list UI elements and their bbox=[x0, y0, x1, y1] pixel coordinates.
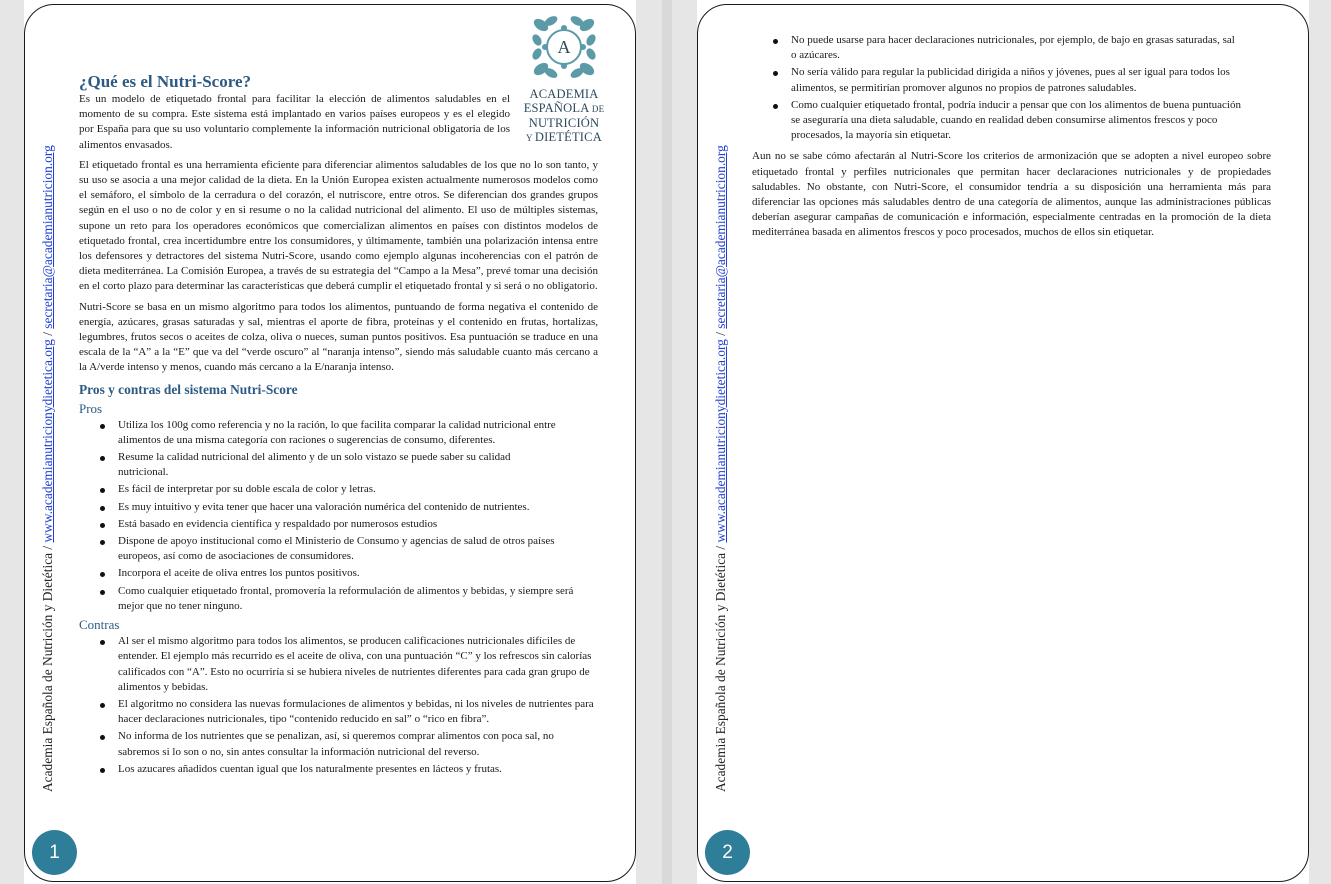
logo-line-2-main: ESPAÑOLA bbox=[523, 101, 590, 115]
page-number-badge: 2 bbox=[705, 830, 750, 875]
body-paragraph: Nutri-Score se basa en un mismo algoritmo para todos los alimentos, puntuando de forma negativa el contenido de energía, azúcares, grasas saturadas y sal, mientras el aporte de fibra, proteínas y el contenido en frutas, hortalizas, legumbres, frutos secos o aceites de colza, oliva o nueces, suman puntos positivos. Esa puntuación se traduce en una escala de la “A” a la “E” que va del “verde oscuro” al “naranja intenso”, siendo más saludable cuanto más cercano a la A/verde intenso y menos, cuando más cercano a la E/naranja intenso. bbox=[79, 300, 598, 374]
pros-list bbox=[79, 418, 598, 614]
logo-line-4-small: Y bbox=[526, 133, 535, 143]
list-item: El algoritmo no considera las nuevas formulaciones de alimentos y bebidas, ni los niveles de nutrientes para hacer declaraciones nutricionales, tipo “contenido reducido en sal” o “rico en fibra”. bbox=[79, 697, 598, 727]
side-footer-text bbox=[712, 102, 730, 792]
logo-line-1: ACADEMIA bbox=[529, 87, 599, 101]
list-item: Es fácil de interpretar por su doble escala de color y letras. bbox=[79, 482, 598, 497]
contras-list bbox=[79, 634, 598, 777]
logo-line-4-main: DIETÉTICA bbox=[534, 130, 602, 144]
page-1-content bbox=[79, 72, 598, 779]
list-item: No puede usarse para hacer declaraciones nutricionales, por ejemplo, de bajo en grasas saturadas, sal o azúcares. bbox=[752, 33, 1243, 63]
page-gap bbox=[662, 0, 672, 884]
website-link[interactable]: www.academianutricionydietetica.org bbox=[713, 339, 728, 543]
section-title: Pros y contras del sistema Nutri-Score bbox=[79, 381, 298, 397]
pros-heading: Pros bbox=[79, 400, 103, 416]
list-item: Los azucares añadidos cuentan igual que los naturalmente presentes en lácteos y frutas. bbox=[79, 762, 598, 777]
list-item: Al ser el mismo algoritmo para todos los alimentos, se producen calificaciones nutricionales difíciles de entender. El ejemplo más recurrido es el aceite de oliva, con una puntuación “C” y los refrescos sin calorías calificados con “A”. Esto no ocurriría si se hubiera niveles de nutrientes diferentes para cada gran grupo de alimentos y bebidas. bbox=[79, 634, 598, 695]
side-org-name: Academia Española de Nutrición y Dietética / bbox=[40, 542, 55, 792]
contras-list-continued bbox=[752, 33, 1271, 143]
logo-line-3: NUTRICIÓN bbox=[528, 116, 600, 130]
page-title: ¿Qué es el Nutri-Score? bbox=[79, 72, 252, 91]
separator: / bbox=[40, 328, 55, 340]
logo-line-2-small: DE bbox=[589, 104, 605, 114]
list-item: No informa de los nutrientes que se penalizan, así, si queremos comprar alimentos con poca sal, no sabremos si lo son o no, sin antes consultar la información nutricional del reverso. bbox=[79, 729, 598, 759]
side-org-name: Academia Española de Nutrición y Dietética / bbox=[713, 542, 728, 792]
page-2-content bbox=[752, 33, 1271, 246]
website-link[interactable]: www.academianutricionydietetica.org bbox=[40, 339, 55, 543]
list-item: Utiliza los 100g como referencia y no la ración, lo que facilita comparar la calidad nutricional entre alimentos de una misma categoría con raciones o sugerencias de consumo, diferentes. bbox=[79, 418, 598, 448]
page-number-badge: 1 bbox=[32, 830, 77, 875]
separator: / bbox=[713, 328, 728, 340]
closing-paragraph: Aun no se sabe cómo afectarán al Nutri-Score los criterios de armonización que se adopten a nivel europeo sobre etiquetado frontal y perfiles nutricionales que permitan hacer declaraciones nutricionales y de propiedades saludables. No obstante, con Nutri-Score, el consumidor tendría a su disposición una herramienta más para diferenciar las opciones más saludables dentro de una categoría de alimentos, aunque las administraciones públicas deberían asegurar campañas de comunicación e información, especialmente centradas en la promoción de la dieta mediterránea basada en alimentos frescos y poco procesados, muchos de ellos sin etiquetar. bbox=[752, 150, 1271, 239]
list-item: Resume la calidad nutricional del alimento y de un solo vistazo se puede saber su calidad nutricional. bbox=[79, 450, 598, 480]
list-item: No sería válido para regular la publicidad dirigida a niños y jóvenes, pues al ser igual para todos los alimentos, se permitirían promover algunos no propios de patrones saludables. bbox=[752, 65, 1243, 95]
logo-emblem-icon bbox=[531, 16, 597, 78]
email-link[interactable]: secretaria@academianutricion.org bbox=[40, 145, 55, 329]
svg-text:A: A bbox=[557, 37, 571, 57]
page-1 bbox=[24, 0, 636, 884]
list-item: Como cualquier etiquetado frontal, promovería la reformulación de alimentos y bebidas, y siempre será mejor que no tener ninguno. bbox=[79, 584, 598, 614]
contras-heading: Contras bbox=[79, 617, 120, 633]
page-2 bbox=[697, 0, 1309, 884]
list-item: Está basado en evidencia científica y respaldado por numerosos estudios bbox=[79, 517, 598, 532]
side-footer-text bbox=[39, 102, 57, 792]
list-item: Como cualquier etiquetado frontal, podría inducir a pensar que con los alimentos de buena puntuación se aseguraría una dieta saludable, cuando en realidad deben consumirse alimentos frescos y poco procesados, la mayoría sin etiquetar. bbox=[752, 98, 1243, 144]
email-link[interactable]: secretaria@academianutricion.org bbox=[713, 145, 728, 329]
list-item: Es muy intuitivo y evita tener que hacer una valoración numérica del contenido de nutrientes. bbox=[79, 500, 598, 515]
intro-paragraph: Es un modelo de etiquetado frontal para facilitar la elección de alimentos saludables en el momento de su compra. Este sistema está implantado en varios países europeos y es el elegido por España para que su uso voluntario complemente la información nutricional obligatoria de los alimentos envasados. bbox=[79, 93, 510, 151]
list-item: Dispone de apoyo institucional como el Ministerio de Consumo y agencias de salud de otros países europeos, así como de asociaciones de consumidores. bbox=[79, 534, 598, 564]
list-item: Incorpora el aceite de oliva entres los puntos positivos. bbox=[79, 566, 598, 581]
body-paragraph: El etiquetado frontal es una herramienta eficiente para diferenciar alimentos saludables de los que no lo son tanto, y su uso se asocia a una mejor calidad de la dieta. En la Unión Europea existen actualmente numerosos modelos como el semáforo, el símbolo de la cerradura o del corazón, el nutriscore, entre otros. Se diferencian dos grandes grupos según en el uso o no de color y en si resume o no la calidad nutricional del alimento. El uso de múltiples sistemas, supone un reto para los operadores económicos que comercializan alimentos en países con distintos modelos de etiquetado frontal, crea incertidumbre entre los consumidores, y últimamente, también una polarización intensa entre los defensores y detractores del sistema Nutri-Score, usando como ejemplo algunas incoherencias con el patrón de dieta mediterránea. La Comisión Europea, a través de su estrategia del “Campo a la Mesa”, prevé tomar una decisión en el corto plazo para determinar las características que deberá cumplir el etiquetado frontal y si será o no obligatorio. bbox=[79, 158, 598, 293]
